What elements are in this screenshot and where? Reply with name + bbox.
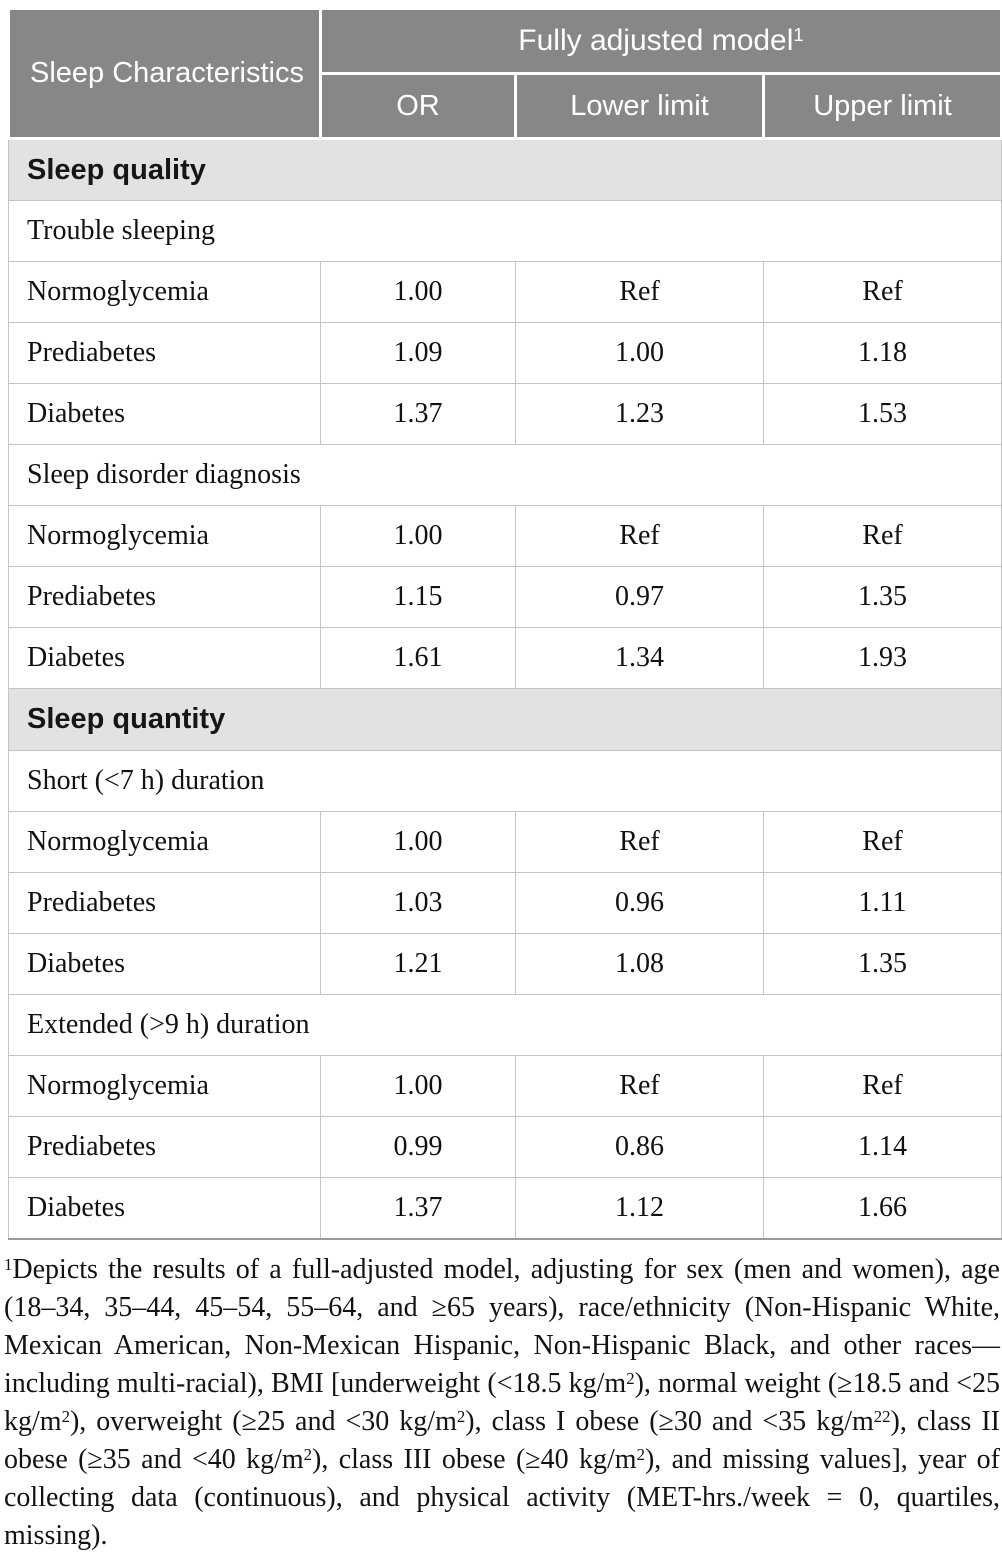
row-label: Diabetes [9,628,321,689]
lower-limit-value: 0.97 [516,567,764,628]
or-value: 1.21 [321,934,516,995]
upper-limit-value: 1.18 [764,323,1002,384]
lower-limit-value: Ref [516,1056,764,1117]
or-value: 1.09 [321,323,516,384]
data-row [9,1117,1002,1178]
upper-limit-value: Ref [764,262,1002,323]
data-row [9,567,1002,628]
row-label: Normoglycemia [9,506,321,567]
row-label: Diabetes [9,1178,321,1239]
data-row [9,628,1002,689]
upper-limit-value: 1.93 [764,628,1002,689]
or-value: 1.00 [321,812,516,873]
footnote-text: ), and missing values], year of collecting data (continuous), and physical activity (MET-hrs./week = 0, quartiles, missing). [4,1443,1000,1551]
or-value: 1.00 [321,506,516,567]
data-row [9,873,1002,934]
header-group-footnote-marker: 1 [793,23,804,45]
header-row-group [9,9,1002,74]
section-row [9,139,1002,201]
table-header [9,9,1002,139]
or-value: 1.00 [321,1056,516,1117]
subsection-row [9,995,1002,1056]
footnote-text: ), class I obese (≥30 and <35 kg/m [465,1405,874,1437]
subsection-title: Trouble sleeping [9,201,1002,262]
footnote-superscript: 2 [303,1444,313,1464]
data-row [9,506,1002,567]
row-label: Normoglycemia [9,262,321,323]
lower-limit-value: 0.96 [516,873,764,934]
row-label: Diabetes [9,934,321,995]
header-fully-adjusted-model [321,9,1002,74]
footnote-superscript: 1 [4,1254,13,1274]
footnote-text: ), overweight (≥25 and <30 kg/m [69,1405,457,1437]
row-label: Normoglycemia [9,812,321,873]
lower-limit-value: 1.08 [516,934,764,995]
data-row [9,1056,1002,1117]
row-label: Normoglycemia [9,1056,321,1117]
upper-limit-value: Ref [764,812,1002,873]
upper-limit-value: Ref [764,506,1002,567]
footnote-text: ), class III obese (≥40 kg/m [312,1443,637,1475]
upper-limit-value: 1.35 [764,934,1002,995]
header-sleep-characteristics: Sleep Characteristics [9,9,321,139]
or-value: 0.99 [321,1117,516,1178]
upper-limit-value: 1.11 [764,873,1002,934]
or-value: 1.00 [321,262,516,323]
subsection-title: Extended (>9 h) duration [9,995,1002,1056]
data-row [9,262,1002,323]
data-row [9,323,1002,384]
lower-limit-value: Ref [516,262,764,323]
row-label: Prediabetes [9,1117,321,1178]
footnote-text: Depicts the results of a full-adjusted model, adjusting for sex (men and women), age (18–34, 35–44, 45–54, 55–64, and ≥65 years), race/ethnicity (Non-Hispanic White, Mexican American, Non-Mexican Hispanic, Non-Hispanic Black, and other races—including multi-racial), BMI [underweight (<18.5 kg/m [4,1253,1000,1399]
subsection-row [9,751,1002,812]
lower-limit-value: 1.12 [516,1178,764,1239]
footnote-superscript: 2 [626,1368,635,1388]
subsection-row [9,445,1002,506]
upper-limit-value: 1.53 [764,384,1002,445]
section-title: Sleep quality [9,139,1002,201]
header-or: OR [321,74,516,139]
lower-limit-value: 1.00 [516,323,764,384]
footnote-text: ), class II obese (≥35 and <40 kg/m [4,1405,1000,1475]
header-group-label: Fully adjusted model [518,24,794,57]
or-value: 1.03 [321,873,516,934]
section-row [9,689,1002,751]
or-value: 1.15 [321,567,516,628]
upper-limit-value: Ref [764,1056,1002,1117]
results-table [7,7,1002,1240]
footnote [4,1251,1000,1555]
subsection-title: Short (<7 h) duration [9,751,1002,812]
footnote-superscript: 22 [873,1406,891,1426]
row-label: Diabetes [9,384,321,445]
lower-limit-value: Ref [516,506,764,567]
or-value: 1.37 [321,1178,516,1239]
upper-limit-value: 1.66 [764,1178,1002,1239]
header-lower-limit: Lower limit [516,74,764,139]
row-label: Prediabetes [9,323,321,384]
data-row [9,1178,1002,1239]
or-value: 1.37 [321,384,516,445]
subsection-row [9,201,1002,262]
row-label: Prediabetes [9,567,321,628]
lower-limit-value: 0.86 [516,1117,764,1178]
footnote-superscript: 2 [456,1406,466,1426]
lower-limit-value: 1.34 [516,628,764,689]
lower-limit-value: Ref [516,812,764,873]
row-label: Prediabetes [9,873,321,934]
data-row [9,384,1002,445]
or-value: 1.61 [321,628,516,689]
data-row [9,812,1002,873]
footnote-superscript: 2 [61,1406,70,1426]
footnote-text: ), normal weight (≥18.5 and <25 kg/m [4,1367,1000,1437]
table-body [9,139,1002,1239]
lower-limit-value: 1.23 [516,384,764,445]
subsection-title: Sleep disorder diagnosis [9,445,1002,506]
data-row [9,934,1002,995]
footnote-superscript: 2 [636,1444,645,1464]
header-upper-limit: Upper limit [764,74,1002,139]
upper-limit-value: 1.35 [764,567,1002,628]
section-title: Sleep quantity [9,689,1002,751]
upper-limit-value: 1.14 [764,1117,1002,1178]
